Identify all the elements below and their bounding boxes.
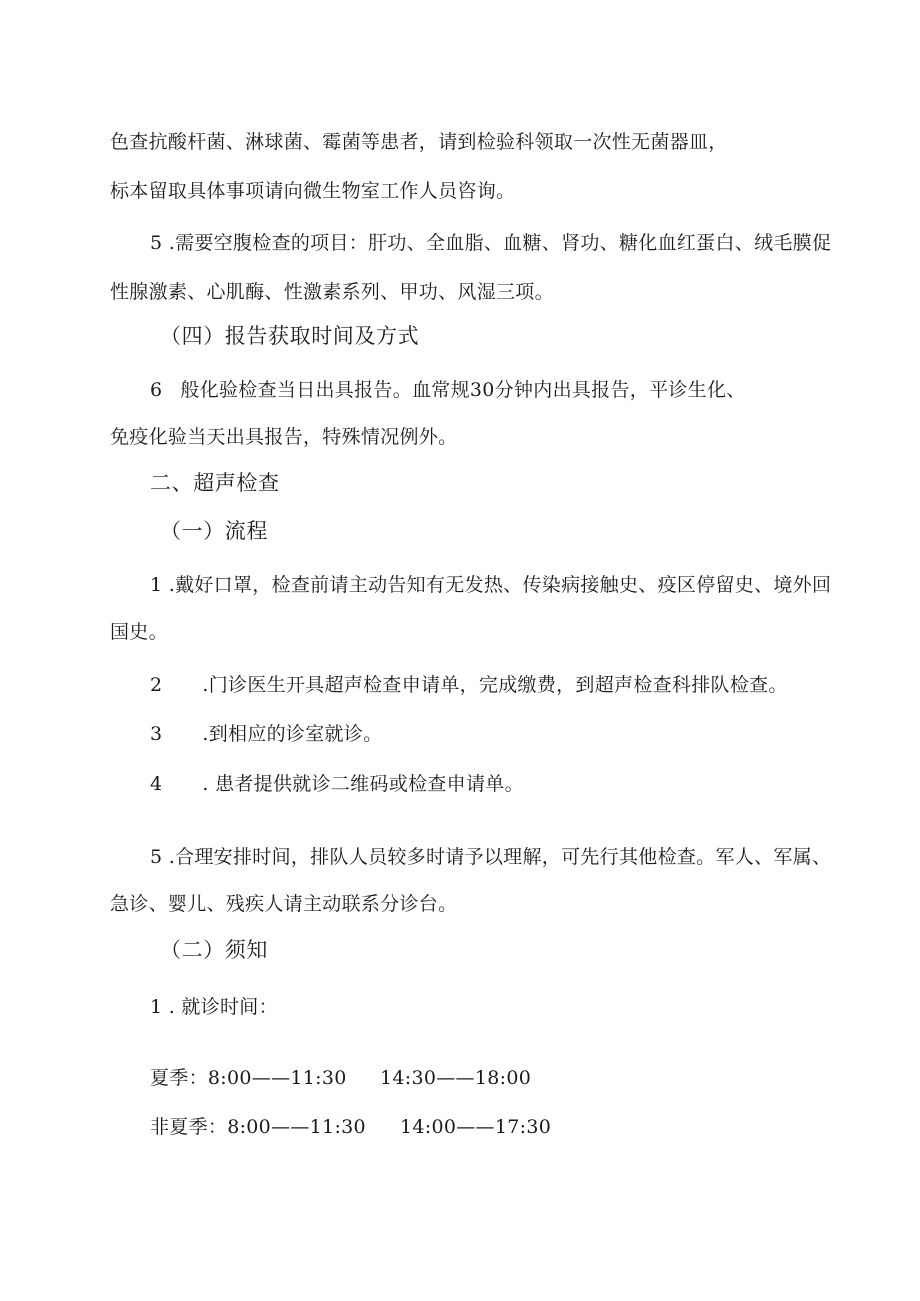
body-line: 免疫化验当天出具报告，特殊情况例外。	[110, 426, 458, 448]
body-line: 急诊、婴儿、残疾人请主动联系分诊台。	[110, 893, 458, 915]
body-line: 标本留取具体事项请向微生物室工作人员咨询。	[110, 180, 516, 202]
section-heading: （四）报告获取时间及方式	[160, 324, 420, 348]
hours-nonsummer-pm: 14:00——17:30	[400, 1116, 552, 1138]
item-number: 6	[150, 379, 163, 401]
item-number: 4	[150, 773, 163, 795]
list-item-1: 1 . 就诊时间：	[150, 996, 278, 1018]
item-text: .门诊医生开具超声检查申请单，完成缴费，到超声检查科排队检查。	[202, 674, 788, 696]
body-line: 性腺激素、心肌酶、性激素系列、甲功、风湿三项。	[110, 281, 554, 303]
hours-summer-pm: 14:30——18:00	[380, 1067, 532, 1089]
section-heading: （一）流程	[160, 519, 268, 543]
item-number: 3	[150, 723, 163, 745]
section-heading: （二）须知	[160, 938, 268, 962]
hours-summer-am: 夏季：8:00——11:30	[150, 1067, 347, 1089]
body-line: 国史。	[110, 621, 168, 643]
list-item-5: 5 .需要空腹检查的项目：肝功、全血脂、血糖、肾功、糖化血红蛋白、绒毛膜促	[150, 232, 832, 254]
item-text: .到相应的诊室就诊。	[202, 723, 383, 745]
hours-nonsummer-am: 非夏季：8:00——11:30	[150, 1116, 366, 1138]
list-item-6	[150, 378, 746, 402]
item-text: . 患者提供就诊二维码或检查申请单。	[202, 773, 524, 795]
list-item-3	[150, 722, 382, 746]
item-text: 般化验检查当日出具报告。血常规30分钟内出具报告，平诊生化、	[180, 379, 746, 401]
list-item-5: 5 .合理安排时间，排队人员较多时请予以理解，可先行其他检查。军人、军属、	[150, 846, 832, 868]
body-line: 色查抗酸杆菌、淋球菌、霉菌等患者，请到检验科领取一次性无菌器皿，	[110, 131, 728, 153]
list-item-1: 1 .戴好口罩，检查前请主动告知有无发热、传染病接触史、疫区停留史、境外回	[150, 574, 832, 596]
list-item-4	[150, 772, 524, 796]
list-item-2	[150, 673, 788, 697]
chapter-heading: 二、超声检查	[150, 471, 280, 495]
item-number: 2	[150, 674, 163, 696]
